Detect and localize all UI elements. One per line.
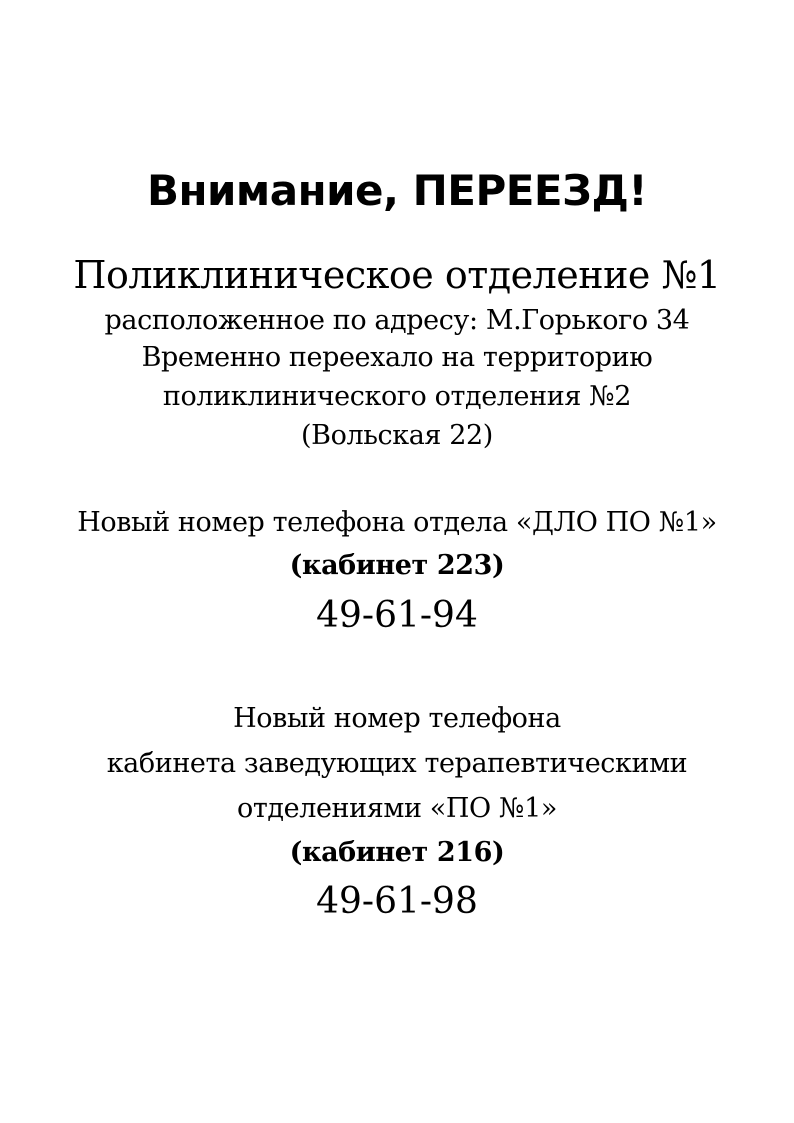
notice-subtitle: Поликлиническое отделение №1 (73, 253, 721, 297)
notice-headline: Внимание, ПЕРЕЕЗД! (146, 166, 648, 215)
relocation-department-line: поликлинического отделения №2 (162, 381, 632, 412)
contact-2-description-line-3: отделениями «ПО №1» (237, 793, 557, 824)
contact-1-description: Новый номер телефона отдела «ДЛО ПО №1» (77, 507, 717, 538)
old-address-line: расположенное по адресу: М.Горького 34 (104, 305, 690, 336)
contact-1-cabinet: (кабинет 223) (289, 550, 505, 581)
contact-1-phone: 49-61-94 (316, 595, 478, 636)
contact-2-description-line-1: Новый номер телефона (233, 703, 561, 734)
relocation-line: Временно переехало на территорию (141, 342, 653, 373)
contact-2-cabinet: (кабинет 216) (289, 837, 505, 868)
contact-2-phone: 49-61-98 (316, 881, 478, 922)
new-address-line: (Вольская 22) (301, 420, 493, 451)
contact-2-description-line-2: кабинета заведующих терапевтическими (106, 748, 688, 779)
